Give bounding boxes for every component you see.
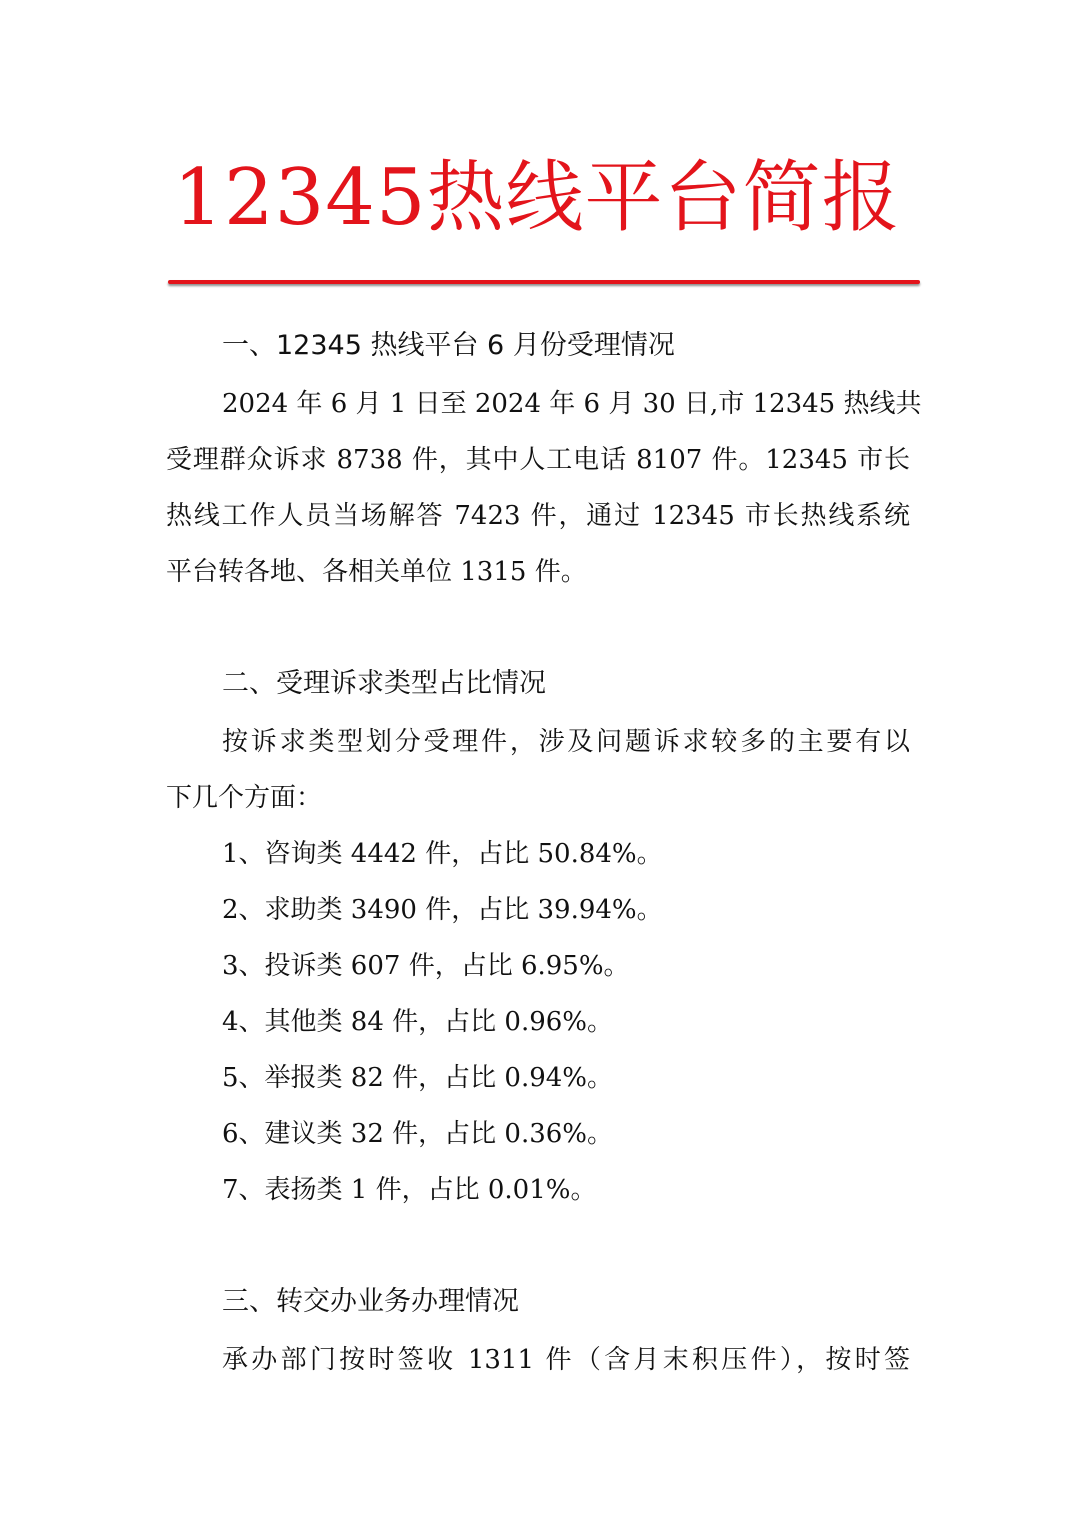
type-item-suggestion: 6、建议类 32 件，占比 0.36%。 [222, 1119, 614, 1149]
section-1-heading: 一、12345 热线平台 6 月份受理情况 [222, 330, 675, 361]
type-item-complaint: 3、投诉类 607 件，占比 6.95%。 [222, 951, 630, 981]
section-3-line-1: 承办部门按时签收 1311 件（含月末积压件），按时签 [222, 1345, 910, 1375]
type-item-praise: 7、表扬类 1 件，占比 0.01%。 [222, 1175, 597, 1205]
title-divider [168, 280, 920, 284]
section-1-line-1: 2024 年 6 月 1 日至 2024 年 6 月 30 日,市 12345 热线共 [222, 389, 922, 419]
section-1-line-2: 受理群众诉求 8738 件，其中人工电话 8107 件。12345 市长 [166, 445, 910, 475]
section-2-heading: 二、受理诉求类型占比情况 [222, 668, 546, 699]
type-item-report: 5、举报类 82 件，占比 0.94%。 [222, 1063, 614, 1093]
section-1-line-4: 平台转各地、各相关单位 1315 件。 [166, 557, 587, 587]
section-3-heading: 三、转交办业务办理情况 [222, 1286, 519, 1317]
section-2-line-1: 按诉求类型划分受理件，涉及问题诉求较多的主要有以 [222, 727, 910, 757]
type-item-other: 4、其他类 84 件，占比 0.96%。 [222, 1007, 614, 1037]
type-item-consult: 1、咨询类 4442 件，占比 50.84%。 [222, 839, 663, 869]
section-2-line-2: 下几个方面： [166, 783, 323, 813]
document-title: 12345热线平台简报 [173, 153, 901, 243]
section-1-line-3: 热线工作人员当场解答 7423 件，通过 12345 市长热线系统 [166, 501, 910, 531]
type-item-help: 2、求助类 3490 件，占比 39.94%。 [222, 895, 663, 925]
